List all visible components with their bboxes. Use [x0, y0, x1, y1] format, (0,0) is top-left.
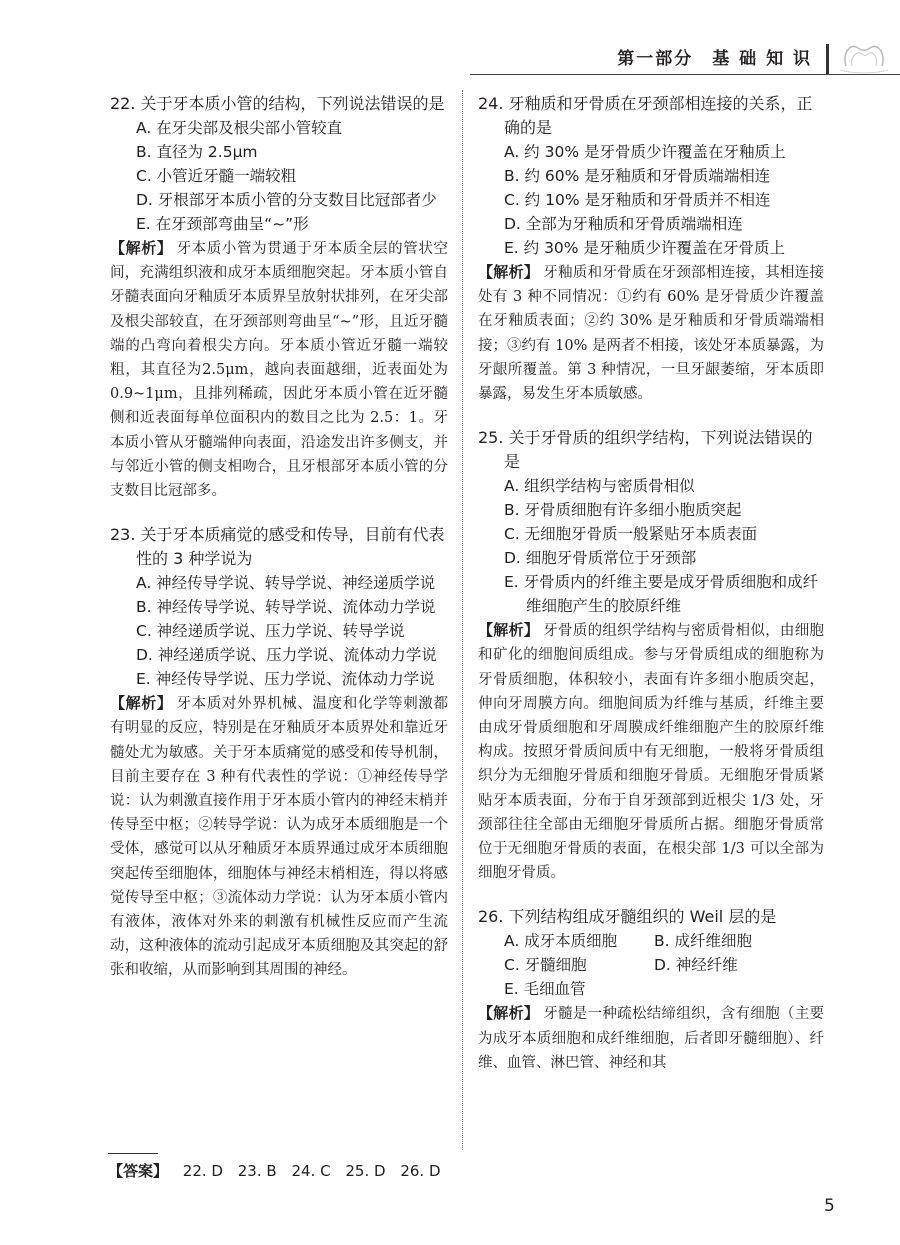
option-row	[478, 953, 824, 977]
option-b: B. 成纤维细胞	[654, 932, 752, 951]
option-d: D. 神经纤维	[654, 956, 738, 975]
explanation	[478, 618, 824, 885]
question-text: 牙釉质和牙骨质在牙颈部相连接的关系，正确的是	[504, 94, 813, 137]
explanation	[478, 260, 824, 406]
explanation-text: 牙釉质和牙骨质在牙颈部相连接，其相连接处有 3 种不同情况：①约有 60% 是牙骨质少许覆盖在牙釉质表面；②约 30% 是牙釉质和牙骨质端端相接；③约有 10% 是两者不相接，该处牙本质暴露，为牙龈所覆盖。第 3 种情况，一旦牙龈萎缩，牙本质即暴露，易发生牙本质敏感。	[478, 265, 824, 403]
header-separator	[826, 44, 829, 74]
question-stem	[110, 523, 448, 571]
option-d: D. 牙根部牙本质小管的分支数目比冠部者少	[136, 191, 437, 209]
option-e: E. 神经传导学说、压力学说、流体动力学说	[136, 670, 435, 689]
option-a: A. 成牙本质细胞	[504, 932, 618, 951]
explanation-label: 【解析】	[110, 694, 173, 713]
question-text: 关于牙骨质的组织学结构，下列说法错误的是	[504, 428, 813, 472]
section-title: 第一部分 基 础 知 识	[617, 49, 812, 69]
answer-key-label: 【答案】	[108, 1162, 169, 1180]
option-a: A. 神经传导学说、转导学说、神经递质学说	[136, 574, 436, 593]
option-b: B. 约 60% 是牙釉质和牙骨质端端相连	[504, 167, 771, 185]
question-stem	[478, 92, 824, 140]
option-b: B. 神经传导学说、转导学说、流体动力学说	[136, 598, 436, 617]
tooth-logo-icon	[836, 36, 892, 76]
explanation-text: 牙本质对外界机械、温度和化学等刺激都有明显的反应，特别是在牙釉质牙本质界处和靠近牙髓处尤为敏感。关于牙本质痛觉的感受和传导机制，目前主要存在 3 种有代表性的学说：①神经传导学说：认为刺激直接作用于牙本质小管内的神经末梢并传导至中枢；②转导学说：认为成牙本质细胞是一个受体，感觉可以从牙釉质牙本质界通过成牙本质细胞突起传至细胞体，细胞体与神经末梢相连，得以将感觉传导至中枢；③流体动力学说：认为牙本质小管内有液体，液体对外来的刺激有机械性反应而产生流动，这种液体的流动引起成牙本质细胞及其突起的舒张和收缩，从而影响到其周围的神经。	[110, 696, 448, 979]
explanation	[478, 1001, 824, 1075]
option-d: D. 细胞牙骨质常位于牙颈部	[504, 549, 697, 568]
option-e: E. 牙骨质内的纤维主要是成牙骨质细胞和成纤维细胞产生的胶原纤维	[504, 573, 819, 616]
option-c: C. 神经递质学说、压力学说、转导学说	[136, 622, 405, 641]
question-25	[478, 426, 824, 885]
question-26	[478, 905, 824, 1075]
question-number: 22.	[110, 94, 136, 113]
explanation	[110, 236, 448, 503]
right-column	[478, 92, 824, 1075]
explanation-label: 【解析】	[110, 239, 173, 257]
column-divider	[462, 90, 463, 1150]
question-number: 23.	[110, 525, 136, 545]
question-23	[110, 523, 448, 982]
question-24	[478, 92, 824, 406]
explanation-text: 牙髓是一种疏松结缔组织，含有细胞（主要为成牙本质细胞和成纤维细胞，后者即牙髓细胞）、纤维、血管、淋巴管、神经和其	[478, 1006, 824, 1071]
answer-item: 22. D	[182, 1162, 223, 1180]
explanation	[110, 691, 448, 982]
question-number: 25.	[478, 428, 504, 448]
question-text: 关于牙本质小管的结构，下列说法错误的是	[140, 94, 445, 113]
answer-item: 26. D	[400, 1162, 441, 1180]
option-c: C. 牙髓细胞	[504, 956, 587, 975]
left-column	[110, 92, 448, 983]
option-a: A. 组织学结构与密质骨相似	[504, 477, 695, 496]
option-row	[478, 929, 824, 953]
option-e: E. 约 30% 是牙釉质少许覆盖在牙骨质上	[504, 239, 785, 257]
explanation-text: 牙骨质的组织学结构与密质骨相似，由细胞和矿化的细胞间质组成。参与牙骨质组成的细胞称为牙骨质细胞，体积较小，表面有许多细小胞质突起，伸向牙周膜方向。细胞间质为纤维与基质，纤维主要由成牙骨质细胞和牙周膜成纤维细胞产生的胶原纤维构成。按照牙骨质间质中有无细胞，一般将牙骨质组织分为无细胞牙骨质和细胞牙骨质。无细胞牙骨质紧贴牙本质表面，分布于自牙颈部到近根尖 1/3 处，牙颈部往往全部由无细胞牙骨质所占据。细胞牙骨质常位于无细胞牙骨质的表面，在根尖部 1/3 可以全部为细胞牙骨质。	[478, 623, 824, 882]
question-stem	[110, 92, 448, 116]
option-c: C. 无细胞牙骨质一般紧贴牙本质表面	[504, 525, 758, 544]
answer-item: 24. C	[291, 1162, 331, 1180]
question-stem	[478, 905, 824, 929]
option-a: A. 约 30% 是牙骨质少许覆盖在牙釉质上	[504, 143, 786, 161]
page-header	[0, 0, 900, 80]
explanation-label: 【解析】	[478, 263, 540, 281]
option-e: E. 在牙颈部弯曲呈“~”形	[136, 215, 309, 233]
explanation-text: 牙本质小管为贯通于牙本质全层的管状空间，充满组织液和成牙本质细胞突起。牙本质小管自牙髓表面向牙釉质牙本质界呈放射状排列，在牙尖部及根尖部较直，在牙颈部则弯曲呈“~”形，且近牙髓端的凸弯向着根尖方向。牙本质小管近牙髓一端较粗，其直径为2.5μm，越向表面越细，近表面处为 0.9~1μm，且排列稀疏，因此牙本质小管在近牙髓侧和近表面每单位面积内的数目之比为 2.5：1。牙本质小管从牙髓端伸向表面，沿途发出许多侧支，并与邻近小管的侧支相吻合，且牙根部牙本质小管的分支数目比冠部多。	[110, 241, 448, 500]
question-22	[110, 92, 448, 503]
question-text: 关于牙本质痛觉的感受和传导，目前有代表性的 3 种学说为	[136, 525, 445, 569]
answer-key	[108, 1160, 451, 1181]
answer-item: 23. B	[237, 1162, 277, 1180]
option-row	[478, 977, 824, 1001]
option-b: B. 牙骨质细胞有许多细小胞质突起	[504, 501, 742, 520]
option-d: D. 神经递质学说、压力学说、流体动力学说	[136, 646, 437, 665]
footnote-rule	[108, 1153, 158, 1154]
question-text: 下列结构组成牙髓组织的 Weil 层的是	[508, 907, 777, 927]
option-a: A. 在牙尖部及根尖部小管较直	[136, 119, 343, 137]
option-d: D. 全部为牙釉质和牙骨质端端相连	[504, 215, 743, 233]
question-number: 24.	[478, 94, 504, 113]
explanation-label: 【解析】	[478, 621, 540, 640]
option-e: E. 毛细血管	[504, 980, 586, 999]
answer-item: 25. D	[345, 1162, 386, 1180]
page-number: 5	[824, 1196, 835, 1216]
option-b: B. 直径为 2.5μm	[136, 143, 258, 161]
question-number: 26.	[478, 907, 504, 927]
option-c: C. 小管近牙髓一端较粗	[136, 167, 297, 185]
explanation-label: 【解析】	[478, 1004, 540, 1023]
option-c: C. 约 10% 是牙釉质和牙骨质并不相连	[504, 191, 771, 209]
question-stem	[478, 426, 824, 474]
